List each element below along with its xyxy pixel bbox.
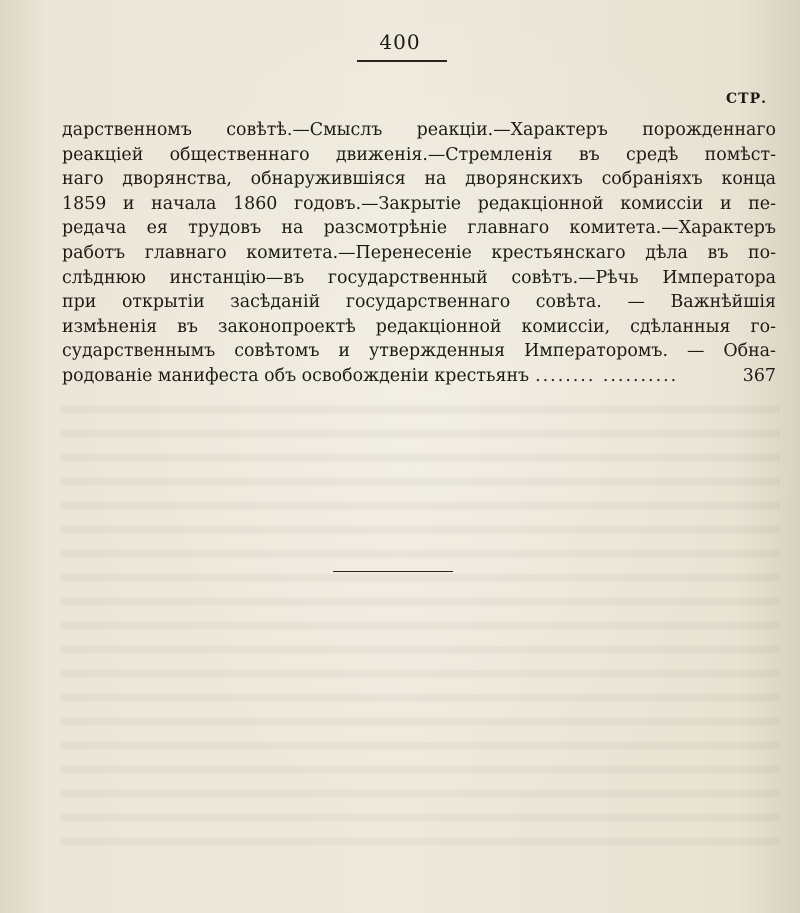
page-number-rule — [357, 60, 447, 62]
table-of-contents-entry — [62, 118, 776, 389]
text-line: сударственнымъ совѣтомъ и утвержденныя Императоромъ. — Обна- — [62, 341, 776, 362]
dot-leader: ........ .......... — [535, 365, 679, 386]
page-column-header: СТР. — [726, 91, 767, 107]
text-line: дарственномъ совѣтѣ.—Смыслъ реакціи.—Характеръ порожденнаго — [62, 120, 776, 140]
text-line: измѣненія въ законопроектѣ редакціонной комиссіи, сдѣланныя го- — [62, 316, 776, 337]
text-line: наго дворянства, обнаружившіяся на дворянскихъ собраніяхъ конца — [62, 169, 776, 190]
text-line-last — [62, 364, 776, 389]
last-line-text: родованіе манифеста объ освобожденіи крестьянъ — [62, 365, 530, 386]
text-line: реакціей общественнаго движенія.—Стремленія въ средѣ помѣст- — [62, 144, 776, 165]
text-line: слѣднюю инстанцію—въ государственный совѣтъ.—Рѣчь Императора — [62, 267, 776, 288]
text-line: работъ главнаго комитета.—Перенесеніе крестьянскаго дѣла въ по- — [62, 242, 776, 263]
text-line: редача ея трудовъ на разсмотрѣніе главнаго комитета.—Характеръ — [62, 218, 776, 239]
show-through-texture — [60, 395, 780, 855]
page-number: 400 — [379, 30, 421, 54]
page-reference: 367 — [742, 365, 776, 386]
text-line: 1859 и начала 1860 годовъ.—Закрытіе редакціонной комиссіи и пе- — [62, 193, 776, 214]
text-line: при открытіи засѣданій государственнаго совѣта. — Важнѣйшія — [62, 292, 776, 313]
section-end-rule — [333, 571, 453, 572]
